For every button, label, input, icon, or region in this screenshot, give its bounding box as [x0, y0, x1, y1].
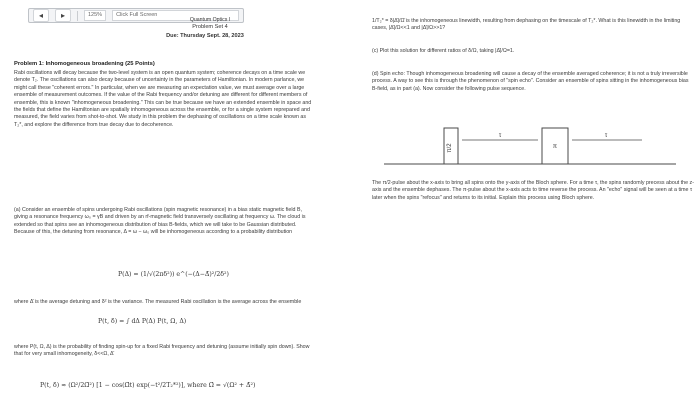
- due-date: Due: Thursday Sept. 28, 2023: [166, 33, 244, 39]
- problem-heading: Problem 1: Inhomogeneous broadening (25 Points): [14, 61, 155, 67]
- prev-icon: ◂: [38, 11, 43, 20]
- part-a-paragraph: (a) Consider an ensemble of spins undergoing Rabi oscillations (spin magnetic resonance) in a bias static magnetic field B, giving a resonance frequency ω₀ = γB and driven by an rf-magnetic field transversely oscillating at frequency ω. The cloud is extended so that spins see an inhomogeneous distribution of bias B-fields, which we will take to be Gaussian distributed. Because of this, the detuning from resonance, Δ = ω − ω₀ will be inhomogeneous according to a probability distribution: [14, 207, 306, 236]
- probability-distribution-equation: P(Δ) = (1/√(2πδ²)) e^(−(Δ−Δ̄)²/2δ²): [118, 271, 229, 278]
- part-d-paragraph: (d) Spin echo: Though inhomogeneous broadening will cause a decay of the ensemble averaged coherence; it is not a truly irreversible process. A way to see this is through the phenomenon of "spin echo". Consider an ensemble of spins sitting in the inhomogeneous bias B-field, as in part (a). Now consider the following pulse sequence.: [372, 71, 689, 92]
- problem-intro-paragraph: Rabi oscillations will decay because the two-level system is an open quantum system; coherence decays on a time scale we denote T₂. The oscillations can also decay because of uncertainty in the parameters of Hamiltonian. In modern parlance, we might call these "coherent errors." In particular, when we are measuring an expectation value, we must average over a large ensemble of measurement outcomes. If the value of the Rabi frequency and/or detuning are different for different members of ensemble, this is known "inhomogeneous broadening." This can be true because we have an extended ensemble in space and the fields that define the Hamiltonian are spatially inhomogeneous across the ensemble, or for a single system reprepared and measured, the field varies from shot-to-shot. We study in this problem the dephasing of oscillations on a time scale known as T₂*, and explore the difference from true decay due to decoherence.: [14, 70, 312, 128]
- pulse-sequence-diagram: [380, 120, 680, 172]
- ensemble-average-equation: P(t, δ) = ∫ dΔ P(Δ) P(t, Ω, Δ): [98, 318, 187, 325]
- probability-definition-paragraph: where P(t, Ω, Δ) is the probability of finding spin-up for a fixed Rabi frequency and detuning (assume initially spin down). Show that for very small inhomogeneity, δ<<Ω, Δ̄: [14, 344, 310, 358]
- document-page-right: [350, 0, 700, 404]
- problem-set-title: Problem Set 4: [192, 24, 228, 30]
- average-detuning-paragraph: where Δ̄ is the average detuning and δ² is the variance. The measured Rabi oscillation is the average across the ensemble: [14, 299, 302, 305]
- tau-label-1: τ: [498, 133, 502, 139]
- linewidth-paragraph: 1/T₂* = δ|Δ̄|/Ω̄ is the inhomogeneous linewidth, resulting from dephasing on the timescale of T₂*. What is this linewidth in the limiting cases, |Δ̄|/Ω<<1 and |Δ̄|/Ω>>1?: [372, 18, 681, 32]
- fullscreen-button[interactable]: Click Full Screen: [112, 10, 239, 21]
- course-title: Quantum Optics I: [189, 17, 231, 23]
- pi-half-label: π/2: [447, 143, 453, 153]
- echo-explanation-paragraph: The π/2-pulse about the x-axis to bring all spins onto the y-axis of the Bloch sphere. For a time τ, the spins randomly precess about the z-axis and the ensemble dephases. The π-pulse about the x-axis acts to time reverse the process. An "echo" signal will be seen at a time τ later when the spins "refocus" and returns to its initial. Explain this process using Bloch sphere.: [372, 180, 694, 201]
- part-c-paragraph: (c) Plot this solution for different ratios of δ/Ω, taking |Δ̄|/Ω=1.: [372, 48, 515, 54]
- next-icon: ▸: [60, 11, 65, 20]
- approximation-equation: P(t, δ) ≈ (Ω²/2Ω̄²) [1 − cos(Ω̄t) exp(−t²/2T₂*²)], where Ω̄ = √(Ω² + Δ̄²): [40, 382, 256, 389]
- tau-label-2: τ: [604, 133, 608, 139]
- zoom-select[interactable]: 125%: [84, 10, 106, 21]
- pi-label: π: [552, 144, 558, 150]
